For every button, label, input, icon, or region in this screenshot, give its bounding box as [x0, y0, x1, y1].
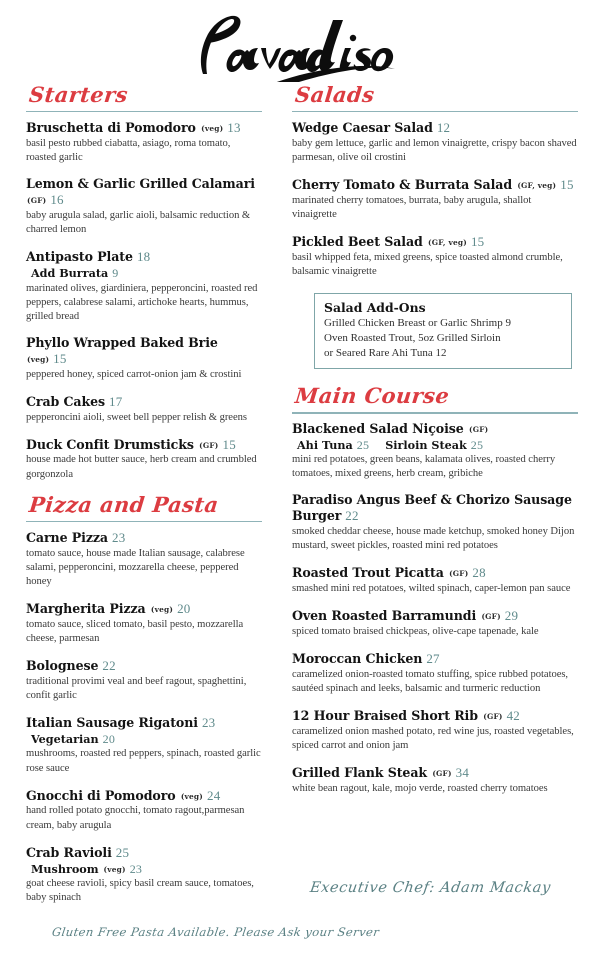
menu-item-name: Margherita Pizza — [26, 601, 146, 617]
menu-item-name: Bruschetta di Pomodoro — [26, 120, 196, 136]
menu-item — [292, 422, 578, 481]
menu-item-tag: (GF) — [199, 440, 219, 450]
menu-item-name: Crab Ravioli — [26, 844, 112, 860]
menu-item-description: marinated olives, giardiniera, pepperoncini, roasted red peppers, calabrese salami, artichoke hearts, hummus, grilled bread — [26, 282, 258, 322]
menu-item — [292, 708, 578, 753]
menu-item-header — [292, 708, 578, 724]
menu-item-name: Blackened Salad Niçoise — [292, 420, 464, 436]
menu-item-description: goat cheese ravioli, spicy basil cream sauce, tomatoes, baby spinach — [26, 877, 254, 904]
menu-item — [26, 336, 262, 382]
menu-item-price: 15 — [53, 350, 67, 366]
menu-item-price: 27 — [426, 651, 440, 666]
menu-item-price: 15 — [470, 234, 485, 250]
menu-item — [292, 608, 578, 639]
menu-item — [292, 493, 578, 553]
menu-item-description: traditional provimi veal and beef ragout, spaghettini, confit garlic — [26, 676, 247, 702]
salad-addons-line: Grilled Chicken Breast or Garlic Shrimp 9 — [324, 317, 511, 330]
menu-item-variants — [26, 266, 262, 280]
menu-item-name: Moroccan Chicken — [292, 651, 423, 666]
menu-item-tag: (veg) — [201, 124, 224, 134]
section-pizza-and-pasta — [26, 491, 262, 905]
menu-item — [26, 788, 262, 833]
section-title-pizza-and-pasta: Pizza and Pasta — [27, 491, 220, 517]
menu-item-header — [26, 715, 262, 731]
variant-price: 25 — [356, 437, 370, 452]
section-salads — [292, 84, 578, 279]
right-column — [272, 84, 600, 808]
variant-name: Ahi Tuna — [297, 437, 353, 452]
menu-item-name: Antipasto Plate — [26, 249, 133, 265]
menu-item-price: 28 — [472, 565, 486, 581]
menu-item-name: Paradiso Angus Beef & Chorizo Sausage Burger — [292, 492, 572, 524]
menu-item-header — [292, 120, 578, 136]
menu-item-variants — [26, 862, 262, 876]
menu-item-description: basil whipped feta, mixed greens, spice toasted almond crumble, balsamic vinaigrette — [292, 252, 563, 278]
section-rule-starters — [26, 111, 262, 112]
menu-item-price: 15 — [560, 177, 574, 193]
menu-item-description: baby arugula salad, garlic aioli, balsamic reduction & charred lemon — [26, 210, 251, 236]
section-starters — [26, 84, 262, 482]
menu-item-description: smashed mini red potatoes, wilted spinach, caper-lemon pan sauce — [292, 582, 571, 594]
menu-item-header — [26, 845, 262, 861]
menu-item-header — [26, 336, 262, 367]
menu-item-description: white bean ragout, kale, mojo verde, roasted cherry tomatoes — [292, 782, 548, 794]
menu-item — [26, 601, 262, 646]
menu-item-name: Pickled Beet Salad — [292, 234, 423, 250]
menu-item-header — [292, 422, 578, 437]
menu-item — [292, 120, 578, 165]
menu-item — [26, 437, 262, 482]
menu-item — [292, 177, 578, 222]
menu-item-description: mini red potatoes, green beans, kalamata olives, roasted cherry tomatoes, mixed greens, herb cream, gribiche — [292, 454, 556, 480]
menu-item-tag: (GF) — [27, 196, 47, 206]
menu-columns — [0, 84, 600, 917]
menu-item-price: 17 — [109, 393, 123, 409]
menu-item-description: peppered honey, spiced carrot-onion jam & crostini — [26, 368, 242, 380]
section-title-main-course: Main Course — [293, 383, 451, 409]
menu-item-tag: (GF) — [449, 569, 469, 579]
variant-name: Vegetarian — [31, 732, 99, 747]
menu-item-description: tomato sauce, sliced tomato, basil pesto, mozzarella cheese, parmesan — [26, 619, 244, 645]
left-column — [0, 84, 272, 917]
menu-item-description: pepperoncini aioli, sweet bell pepper relish & greens — [26, 411, 247, 423]
menu-item-header — [26, 788, 262, 804]
variant-price: 20 — [102, 732, 116, 747]
gluten-free-note: Gluten Free Pasta Available. Please Ask your Server — [51, 925, 381, 939]
menu-item-description: smoked cheddar cheese, house made ketchup, smoked honey Dijon mustard, sweet pickles, roasted mini red potatoes — [292, 525, 575, 552]
menu-item-header — [26, 530, 262, 546]
menu-item-description: tomato sauce, house made Italian sausage, calabrese salami, pepperoncini, mozzarella cheese, peppered honey — [26, 547, 245, 588]
menu-item-name: 12 Hour Braised Short Rib — [292, 708, 478, 724]
menu-item-header — [292, 765, 578, 781]
menu-item-header — [26, 120, 262, 136]
menu-item-header — [292, 493, 578, 524]
menu-item-price: 29 — [504, 608, 519, 624]
salad-addons-box — [314, 293, 572, 369]
menu-item-description: hand rolled potato gnocchi, tomato ragout,parmesan cream, baby arugula — [26, 805, 245, 831]
menu-item-description: marinated cherry tomatoes, burrata, baby arugula, shallot vinaigrette — [292, 195, 532, 221]
menu-item-name: Duck Confit Drumsticks — [26, 436, 194, 452]
menu-item-tag: (GF) — [481, 612, 501, 622]
menu-item-name: Cherry Tomato & Burrata Salad — [292, 177, 513, 193]
menu-item-price: 18 — [136, 249, 151, 265]
menu-item-price: 16 — [50, 192, 64, 208]
menu-item-header — [26, 249, 262, 265]
menu-item-price: 22 — [345, 508, 359, 524]
menu-item — [292, 651, 578, 696]
menu-item-description: caramelized onion-roasted tomato stuffing, spice rubbed potatoes, sautéed spinach and leeks, balsamic and turmeric reduction — [292, 668, 569, 694]
menu-item — [26, 715, 262, 775]
variant-name: Add Burrata — [31, 266, 109, 281]
menu-item-tag: (GF, veg) — [517, 181, 557, 191]
menu-item-name: Grilled Flank Steak — [292, 765, 428, 781]
menu-item-tag: (GF) — [469, 424, 489, 434]
menu-item-price: 23 — [112, 530, 126, 546]
menu-item — [26, 845, 262, 905]
menu-item-name: Lemon & Garlic Grilled Calamari — [26, 176, 255, 192]
menu-item-price: 34 — [455, 765, 470, 781]
menu-item-description: baby gem lettuce, garlic and lemon vinaigrette, crispy bacon shaved parmesan, olive oil crostini — [292, 138, 577, 164]
menu-item-variants — [292, 438, 578, 452]
paradiso-script-logo — [185, 4, 415, 82]
section-rule-salads — [292, 111, 578, 112]
menu-item-description: caramelized onion mashed potato, red wine jus, roasted vegetables, spiced carrot and onion jam — [292, 725, 574, 751]
restaurant-logo — [0, 4, 600, 84]
menu-item — [26, 394, 262, 425]
menu-item-header — [26, 394, 262, 410]
variant-price: 9 — [112, 266, 119, 281]
menu-item-header — [26, 658, 262, 674]
salad-addons-line: Oven Roasted Trout, 5oz Grilled Sirloin — [324, 332, 501, 345]
salad-addons-line: or Seared Rare Ahi Tuna 12 — [324, 346, 447, 359]
variant-tag: (veg) — [103, 864, 126, 874]
section-title-salads: Salads — [293, 82, 376, 107]
menu-item-description: mushrooms, roasted red peppers, spinach, roasted garlic rose sauce — [26, 748, 261, 774]
menu-item-name: Phyllo Wrapped Baked Brie — [26, 334, 218, 350]
menu-item-name: Bolognese — [26, 658, 99, 674]
menu-item-tag: (veg) — [27, 354, 50, 364]
menu-item-name: Carne Pizza — [26, 530, 108, 546]
section-rule-pizza-and-pasta — [26, 521, 262, 522]
section-title-starters: Starters — [27, 82, 130, 107]
menu-item-header — [292, 565, 578, 581]
menu-item-header — [26, 177, 262, 208]
variant-name: Sirloin Steak — [385, 437, 467, 452]
menu-item-description: house made hot butter sauce, herb cream and crumbled gorgonzola — [26, 454, 257, 480]
variant-price: 23 — [129, 861, 143, 876]
menu-item-price: 20 — [177, 601, 191, 617]
menu-item-header — [292, 651, 578, 667]
menu-item-name: Roasted Trout Picatta — [292, 565, 444, 581]
menu-item-price: 23 — [201, 715, 216, 731]
menu-item-name: Gnocchi di Pomodoro — [26, 787, 176, 803]
menu-item-description: basil pesto rubbed ciabatta, asiago, roma tomato, roasted garlic — [26, 138, 231, 164]
menu-item-description: spiced tomato braised chickpeas, olive-cape tapenade, kale — [292, 625, 539, 637]
menu-item — [292, 765, 578, 796]
menu-item-header — [292, 177, 578, 193]
menu-item-price: 24 — [207, 787, 221, 803]
menu-item — [26, 658, 262, 703]
menu-item — [26, 530, 262, 589]
menu-item-name: Italian Sausage Rigatoni — [26, 715, 198, 731]
menu-item-header — [26, 601, 262, 617]
menu-item-price: 12 — [436, 120, 451, 136]
menu-item-price: 22 — [102, 658, 116, 674]
section-main-course — [292, 385, 578, 796]
menu-item-variants — [26, 732, 262, 746]
menu-item-header — [292, 234, 578, 250]
menu-item-tag: (veg) — [150, 605, 174, 615]
menu-item — [292, 234, 578, 279]
menu-item-price: 25 — [115, 844, 130, 860]
variant-price: 25 — [470, 437, 484, 452]
menu-item-tag: (GF) — [483, 712, 503, 722]
menu-item-tag: (GF) — [432, 769, 452, 779]
menu-item-name: Wedge Caesar Salad — [292, 120, 433, 136]
menu-item-header — [292, 608, 578, 624]
menu-item-price: 13 — [227, 120, 241, 136]
menu-item-tag: (GF, veg) — [428, 238, 467, 248]
salad-addons-title: Salad Add-Ons — [324, 300, 426, 316]
section-rule-main-course — [292, 412, 578, 413]
menu-item-price: 15 — [222, 436, 236, 452]
menu-item-name: Crab Cakes — [26, 393, 106, 409]
variant-name: Mushroom — [31, 861, 99, 876]
menu-item — [26, 120, 262, 165]
menu-item-price: 42 — [506, 708, 521, 724]
menu-item — [292, 565, 578, 596]
menu-item-name: Oven Roasted Barramundi — [292, 608, 477, 624]
executive-chef-note: Executive Chef: Adam Mackay — [308, 880, 552, 896]
menu-item — [26, 177, 262, 237]
menu-item — [26, 249, 262, 324]
menu-item-header — [26, 437, 262, 453]
menu-item-tag: (veg) — [180, 791, 204, 801]
